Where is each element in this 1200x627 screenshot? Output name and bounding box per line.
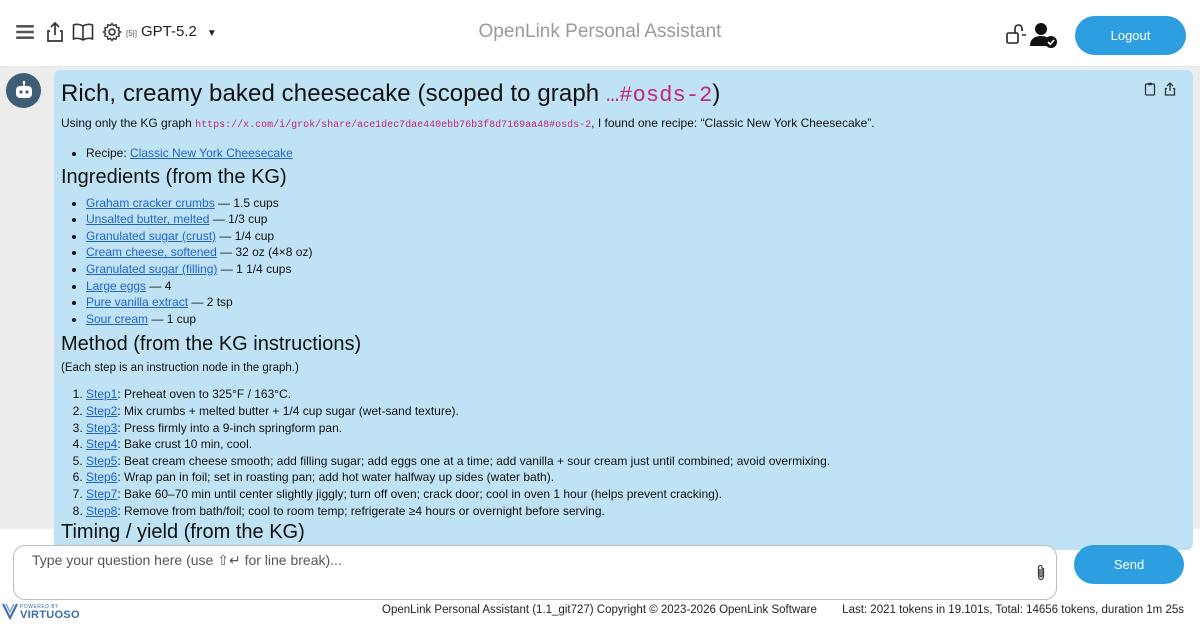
title-graph-code: …#osds-2 bbox=[606, 83, 713, 108]
assistant-avatar bbox=[6, 73, 41, 108]
ingredient-amount: — 1 1/4 cups bbox=[217, 261, 292, 276]
chat-area[interactable] bbox=[0, 67, 1200, 544]
book-icon[interactable] bbox=[71, 21, 95, 43]
step-link[interactable]: Step6 bbox=[86, 470, 118, 485]
ingredient-amount: — 1.5 cups bbox=[214, 195, 279, 210]
ingredient-amount: — 1 cup bbox=[148, 311, 197, 326]
step-link[interactable]: Step8 bbox=[86, 503, 118, 518]
top-bar bbox=[0, 0, 1200, 67]
step-link[interactable]: Step3 bbox=[86, 420, 118, 435]
model-badge: [5|] bbox=[126, 29, 137, 38]
ingredient-amount: — 1/4 cup bbox=[216, 228, 275, 243]
unlock-icon[interactable] bbox=[1004, 22, 1028, 46]
step-item bbox=[86, 486, 1171, 503]
ingredient-item bbox=[86, 261, 1171, 278]
step-item bbox=[86, 503, 1171, 520]
caret-down-icon: ▼ bbox=[206, 28, 217, 39]
paperclip-icon[interactable] bbox=[1036, 564, 1046, 586]
model-name: GPT-5.2 bbox=[140, 23, 197, 40]
steps-list bbox=[61, 386, 1171, 519]
ingredient-link[interactable]: Cream cheese, softened bbox=[86, 245, 217, 260]
powered-by-text: POWERED BY bbox=[20, 604, 59, 610]
virtuoso-logo-icon bbox=[2, 602, 18, 620]
ingredient-item bbox=[86, 211, 1171, 228]
recipe-label: Recipe: bbox=[86, 146, 131, 160]
ingredient-link[interactable]: Large eggs bbox=[86, 278, 147, 293]
step-text: : Remove from bath/foil; cool to room temp; refrigerate ≥4 hours or overnight before serving. bbox=[117, 503, 605, 518]
title-text: Rich, creamy baked cheesecake (scoped to graph bbox=[61, 80, 606, 107]
ingredient-item bbox=[86, 294, 1171, 311]
question-input-box bbox=[13, 545, 1057, 600]
app-title: OpenLink Personal Assistant bbox=[478, 21, 722, 42]
gear-icon[interactable] bbox=[101, 21, 123, 43]
step-item bbox=[86, 469, 1171, 486]
ingredient-link[interactable]: Granulated sugar (crust) bbox=[86, 228, 217, 243]
ingredient-link[interactable]: Graham cracker crumbs bbox=[86, 195, 215, 210]
ingredient-amount: — 1/3 cup bbox=[209, 212, 268, 227]
step-text: : Mix crumbs + melted butter + 1/4 cup sugar (wet-sand texture). bbox=[117, 403, 459, 418]
user-check-icon[interactable] bbox=[1030, 21, 1058, 49]
step-link[interactable]: Step5 bbox=[86, 453, 118, 468]
step-text: : Wrap pan in foil; set in roasting pan; add hot water halfway up sides (water bath). bbox=[117, 470, 555, 485]
step-item bbox=[86, 453, 1171, 470]
menu-icon[interactable] bbox=[14, 22, 36, 42]
step-item bbox=[86, 420, 1171, 437]
virtuoso-logo bbox=[2, 602, 80, 620]
step-text: : Beat cream cheese smooth; add filling sugar; add eggs one at a time; add vanilla + sour cream just until combined; avoid overmixing. bbox=[117, 453, 831, 468]
ingredients-list bbox=[61, 195, 1171, 328]
ingredient-link[interactable]: Granulated sugar (filling) bbox=[86, 261, 218, 276]
recipe-link[interactable]: Classic New York Cheesecake bbox=[130, 146, 293, 160]
step-text: : Bake crust 10 min, cool. bbox=[117, 437, 253, 452]
step-text: : Bake 60–70 min until center slightly jiggly; turn off oven; crack door; cool in oven 1 hour (helps prevent cracking). bbox=[117, 486, 723, 501]
step-text: : Press firmly into a 9-inch springform pan. bbox=[117, 420, 343, 435]
share-icon[interactable] bbox=[44, 20, 66, 44]
step-link[interactable]: Step4 bbox=[86, 437, 118, 452]
logout-button[interactable]: Logout bbox=[1075, 16, 1186, 55]
step-link[interactable]: Step2 bbox=[86, 403, 118, 418]
list-item bbox=[86, 145, 1171, 162]
ingredients-heading: Ingredients (from the KG) bbox=[61, 165, 287, 188]
recipe-list bbox=[61, 145, 1171, 162]
question-input[interactable] bbox=[30, 550, 1024, 594]
virtuoso-text: VIRTUOSO bbox=[20, 609, 80, 621]
send-button[interactable]: Send bbox=[1074, 545, 1184, 584]
ingredient-amount: — 4 bbox=[146, 278, 172, 293]
graph-url: https://x.com/i/grok/share/ace1dec7dae440ebb76b3f8d7169aa48#osds-2 bbox=[195, 120, 592, 131]
message-title bbox=[61, 80, 1171, 108]
intro-prefix: Using only the KG graph bbox=[61, 116, 196, 130]
ingredient-item bbox=[86, 228, 1171, 245]
method-heading: Method (from the KG instructions) bbox=[61, 333, 362, 356]
step-link[interactable]: Step1 bbox=[86, 387, 118, 402]
title-close: ) bbox=[712, 80, 721, 107]
step-item bbox=[86, 386, 1171, 403]
robot-icon bbox=[13, 80, 35, 102]
ingredient-link[interactable]: Sour cream bbox=[86, 311, 149, 326]
ingredient-amount: — 2 tsp bbox=[188, 295, 233, 310]
ingredient-item bbox=[86, 195, 1171, 212]
ingredient-item bbox=[86, 311, 1171, 328]
intro-suffix: , I found one recipe: “Classic New York Cheesecake”. bbox=[591, 116, 875, 130]
ingredient-amount: — 32 oz (4×8 oz) bbox=[216, 245, 313, 260]
step-text: : Preheat oven to 325°F / 163°C. bbox=[117, 387, 292, 402]
ingredient-item bbox=[86, 278, 1171, 295]
step-item bbox=[86, 403, 1171, 420]
method-note: (Each step is an instruction node in the graph.) bbox=[61, 362, 299, 375]
token-stats: Last: 2021 tokens in 19.101s, Total: 14656 tokens, duration 1m 25s bbox=[842, 604, 1184, 616]
ingredient-item bbox=[86, 244, 1171, 261]
model-selector[interactable] bbox=[126, 23, 217, 40]
ingredient-link[interactable]: Unsalted butter, melted bbox=[86, 212, 210, 227]
copyright-text: OpenLink Personal Assistant (1.1_git727) Copyright © 2023-2026 OpenLink Software bbox=[382, 604, 817, 616]
intro-paragraph bbox=[61, 116, 1171, 131]
step-item bbox=[86, 436, 1171, 453]
ingredient-link[interactable]: Pure vanilla extract bbox=[86, 295, 189, 310]
step-link[interactable]: Step7 bbox=[86, 486, 118, 501]
assistant-message bbox=[54, 70, 1193, 550]
message-content bbox=[61, 80, 1171, 550]
timing-heading: Timing / yield (from the KG) bbox=[61, 521, 305, 544]
